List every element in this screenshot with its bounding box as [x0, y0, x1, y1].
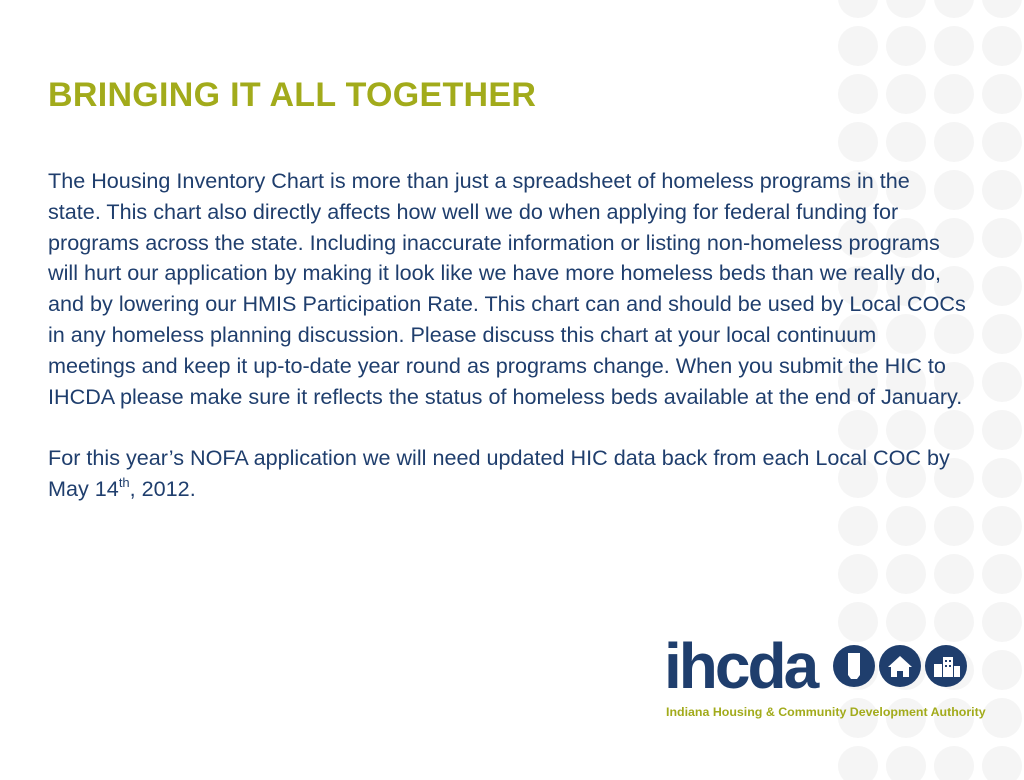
slide-title: BRINGING IT ALL TOGETHER — [48, 76, 537, 114]
ihcda-logo — [664, 630, 986, 726]
background-dot — [982, 458, 1022, 498]
background-dot — [838, 0, 878, 18]
community-building-icon — [925, 645, 967, 687]
background-dot — [934, 74, 974, 114]
background-dot — [982, 746, 1022, 780]
background-dot — [934, 506, 974, 546]
background-dot — [838, 746, 878, 780]
background-dot — [886, 26, 926, 66]
body-paragraph-1: The Housing Inventory Chart is more than just a spreadsheet of homeless programs in the state. This chart also directly affects how well we do when applying for federal funding for programs across the state. Including inaccurate information or listing non-homeless programs will hurt our application by making it look like we have more homeless beds than we really do, and by lowering our HMIS Participation Rate. This chart can and should be used by Local COCs in any homeless planning discussion. Please discuss this chart at your local continuum meetings and keep it up-to-date year round as programs change. When you submit the HIC to IHCDA please make sure it reflects the status of homeless beds available at the end of January. — [48, 168, 966, 409]
logo-tagline: Indiana Housing & Community Development Authority — [666, 705, 986, 719]
background-dot — [982, 410, 1022, 450]
background-dot — [934, 0, 974, 18]
background-dot — [838, 74, 878, 114]
background-dot — [982, 314, 1022, 354]
slide-body — [48, 166, 968, 505]
background-dot — [982, 554, 1022, 594]
background-dot — [838, 122, 878, 162]
background-dot — [982, 122, 1022, 162]
indiana-state-icon — [833, 645, 875, 687]
background-dot — [982, 170, 1022, 210]
background-dot — [982, 266, 1022, 306]
background-dot — [982, 218, 1022, 258]
background-dot — [982, 362, 1022, 402]
background-dot — [838, 506, 878, 546]
background-dot — [934, 26, 974, 66]
background-dot — [934, 122, 974, 162]
background-dot — [886, 746, 926, 780]
body-paragraph-2-text: For this year’s NOFA application we will need updated HIC data back from each Local COC by May 14 — [48, 445, 950, 501]
background-dot — [886, 554, 926, 594]
background-dot — [982, 602, 1022, 642]
background-dot — [982, 650, 1022, 690]
background-dot — [886, 74, 926, 114]
background-dot — [934, 746, 974, 780]
body-paragraph-2 — [48, 443, 968, 505]
background-dot — [886, 506, 926, 546]
logo-wordmark: ihcda — [664, 630, 817, 702]
body-paragraph-2-end: , 2012. — [129, 475, 196, 501]
background-dot — [886, 0, 926, 18]
background-dot — [886, 122, 926, 162]
background-dot — [982, 0, 1022, 18]
background-dot — [982, 74, 1022, 114]
background-dot — [982, 506, 1022, 546]
background-dot — [934, 554, 974, 594]
background-dot — [838, 26, 878, 66]
logo-icons — [832, 644, 972, 688]
background-dot — [838, 554, 878, 594]
background-dot — [982, 698, 1022, 738]
background-dot — [982, 26, 1022, 66]
house-icon — [879, 645, 921, 687]
ordinal-suffix: th — [118, 474, 130, 490]
